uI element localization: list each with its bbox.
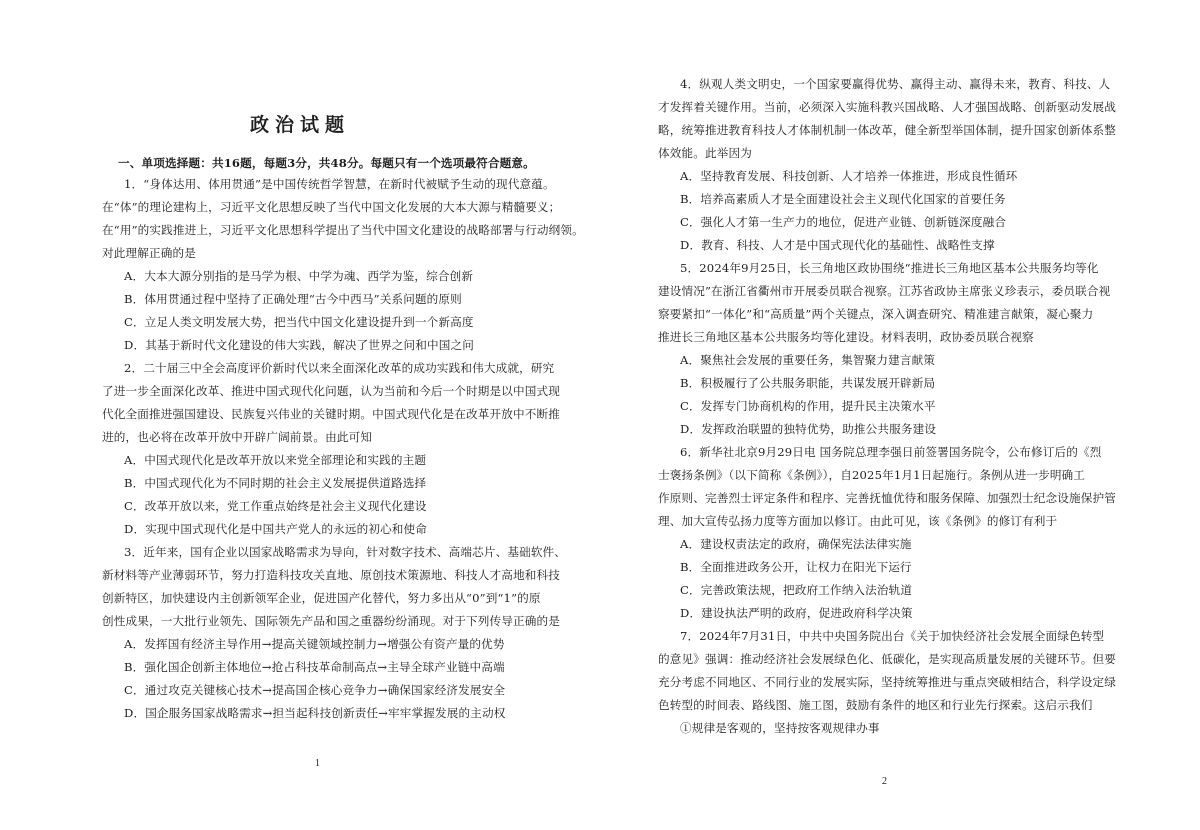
question-3-stem: 创性成果，一大批行业领先、国际领先产品和国之重器纷纷涌现。对于下列传导正确的是 — [102, 614, 561, 628]
question-4-option-c: C．强化人才第一生产力的地位，促进产业链、创新链深度融合 — [680, 215, 1007, 229]
question-6-stem: 作原则、完善烈士评定条件和程序、完善抚恤优待和服务保障、加强烈士纪念设施保护管 — [658, 491, 1117, 505]
question-7-statement-1: ①规律是客观的，坚持按客观规律办事 — [680, 721, 880, 735]
question-5-option-d: D．发挥政治联盟的独特优势，助推公共服务建设 — [680, 422, 937, 436]
question-5-option-a: A．聚焦社会发展的重要任务，集智聚力建言献策 — [680, 353, 936, 367]
section-header: 一、单项选择题：共16题，每题3分，共48分。每题只有一个选项最符合题意。 — [118, 156, 535, 170]
question-4-stem: 略，统筹推进教育科技人才体制机制一体改革，健全新型举国体制，提升国家创新体系整 — [658, 123, 1117, 137]
question-7-stem: 色转型的时间表、路线图、施工图，鼓励有条件的地区和行业先行探索。这启示我们 — [658, 698, 1093, 712]
question-5-option-b: B．积极履行了公共服务职能，共谋发展开辟新局 — [680, 376, 936, 390]
question-1-stem: 对此理解正确的是 — [102, 246, 196, 260]
question-4-option-a: A．坚持教育发展、科技创新、人才培养一体推进，形成良性循环 — [680, 169, 1018, 183]
right-page — [600, 0, 1200, 830]
question-4-stem: 体效能。此举因为 — [658, 146, 752, 160]
question-6-stem: 士褒扬条例》（以下简称《条例》），自2025年1月1日起施行。条例从进一步明确工 — [658, 468, 1086, 482]
question-3-stem: 创新特区，加快建设内主创新领军企业，促进国产化替代，努力多出从“0”到“1”的原 — [102, 591, 541, 605]
question-6-option-d: D．建设执法严明的政府，促进政府科学决策 — [680, 606, 913, 620]
question-4-option-b: B．培养高素质人才是全面建设社会主义现代化国家的首要任务 — [680, 192, 1006, 206]
question-5-option-c: C．发挥专门协商机构的作用，提升民主决策水平 — [680, 399, 936, 413]
question-7-stem: 7．2024年7月31日，中共中央国务院出台《关于加快经济社会发展全面绿色转型 — [680, 629, 1105, 643]
question-3-option-c: C．通过攻克关键核心技术→提高国企核心竞争力→确保国家经济发展安全 — [124, 683, 506, 697]
question-1-option-b: B．体用贯通过程中坚持了正确处理“古今中西马”关系问题的原则 — [124, 292, 462, 306]
question-3-option-a: A．发挥国有经济主导作用→提高关键领域控制力→增强公有资产量的优势 — [124, 637, 505, 651]
question-3-option-d: D．国企服务国家战略需求→担当起科技创新责任→牢牢掌握发展的主动权 — [124, 706, 506, 720]
question-7-stem: 充分考虑不同地区、不同行业的发展实际，坚持统筹推进与重点突破相结合，科学设定绿 — [658, 675, 1117, 689]
question-2-stem: 了进一步全面深化改革、推进中国式现代化问题，认为当前和今后一个时期是以中国式现 — [102, 384, 561, 398]
question-3-option-b: B．强化国企创新主体地位→抢占科技革命制高点→主导全球产业链中高端 — [124, 660, 505, 674]
question-2-stem: 进的，也必将在改革开放中开辟广阔前景。由此可知 — [102, 430, 373, 444]
question-1-stem: 在“体”的理论建构上，习近平文化思想反映了当代中国文化发展的大本大源与精髓要义； — [102, 200, 561, 214]
question-1-stem: 在“用”的实践推进上，习近平文化思想科学提出了当代中国文化建设的战略部署与行动纲领。 — [102, 223, 584, 237]
page-number: 2 — [882, 776, 887, 787]
question-2-stem: 代化全面推进强国建设、民族复兴伟业的关键时期。中国式现代化是在改革开放中不断推 — [102, 407, 561, 421]
question-3-stem: 新材料等产业薄弱环节，努力打造科技攻关直地、原创技术策源地、科技人才高地和科技 — [102, 568, 561, 582]
question-5-stem: 推进长三角地区基本公共服务均等化建设。材料表明，政协委员联合视察 — [658, 330, 1034, 344]
question-2-option-a: A．中国式现代化是改革开放以来党全部理论和实践的主题 — [124, 453, 427, 467]
question-7-stem: 的意见》强调：推动经济社会发展绿色化、低碳化，是实现高质量发展的关键环节。但要 — [658, 652, 1117, 666]
question-4-option-d: D．教育、科技、人才是中国式现代化的基础性、战略性支撑 — [680, 238, 995, 252]
page-number: 1 — [315, 758, 320, 769]
question-5-stem: 5．2024年9月25日，长三角地区政协围绕“推进长三角地区基本公共服务均等化 — [680, 261, 1099, 275]
question-1-option-a: A．大本大源分别指的是马学为根、中学为魂、西学为鉴，综合创新 — [124, 269, 474, 283]
question-4-stem: 才发挥着关键作用。当前，必须深入实施科教兴国战略、人才强国战略、创新驱动发展战 — [658, 100, 1117, 114]
question-2-option-b: B．中国式现代化为不同时期的社会主义发展提供道路选择 — [124, 476, 427, 490]
question-6-option-b: B．全面推进政务公开，让权力在阳光下运行 — [680, 560, 912, 574]
question-3-stem: 3．近年来，国有企业以国家战略需求为导向，针对数字技术、高端芯片、基础软件、 — [124, 545, 567, 559]
question-6-option-a: A．建设权责法定的政府，确保宪法法律实施 — [680, 537, 912, 551]
question-1-option-d: D．其基于新时代文化建设的伟大实践，解决了世界之问和中国之问 — [124, 338, 475, 352]
question-2-option-d: D．实现中国式现代化是中国共产党人的永远的初心和使命 — [124, 522, 428, 536]
question-6-stem: 理、加大宣传弘扬力度等方面加以修订。由此可见，该《条例》的修订有利于 — [658, 514, 1058, 528]
question-5-stem: 察要紧扣“一体化”和“高质量”两个关键点，深入调查研究、精准建言献策，凝心聚力 — [658, 307, 1094, 321]
question-6-option-c: C．完善政策法规，把政府工作纳入法治轨道 — [680, 583, 913, 597]
question-6-stem: 6．新华社北京9月29日电 国务院总理李强日前签署国务院令，公布修订后的《烈 — [680, 445, 1102, 459]
question-2-stem: 2．二十届三中全会高度评价新时代以来全面深化改革的成功实践和伟大成就，研究 — [124, 361, 555, 375]
question-5-stem: 建设情况”在浙江省衢州市开展委员联合视察。江苏省政协主席张义珍表示，委员联合视 — [658, 284, 1111, 298]
question-2-option-c: C．改革开放以来，党工作重点始终是社会主义现代化建设 — [124, 499, 427, 513]
exam-title: 政治试题 — [249, 114, 350, 136]
question-1-stem: 1．“身体达用、体用贯通”是中国传统哲学智慧，在新时代被赋予生动的现代意蕴。 — [124, 177, 555, 191]
question-4-stem: 4．纵观人类文明史，一个国家要赢得优势、赢得主动、赢得未来，教育、科技、人 — [680, 77, 1111, 91]
question-1-option-c: C．立足人类文明发展大势，把当代中国文化建设提升到一个新高度 — [124, 315, 474, 329]
